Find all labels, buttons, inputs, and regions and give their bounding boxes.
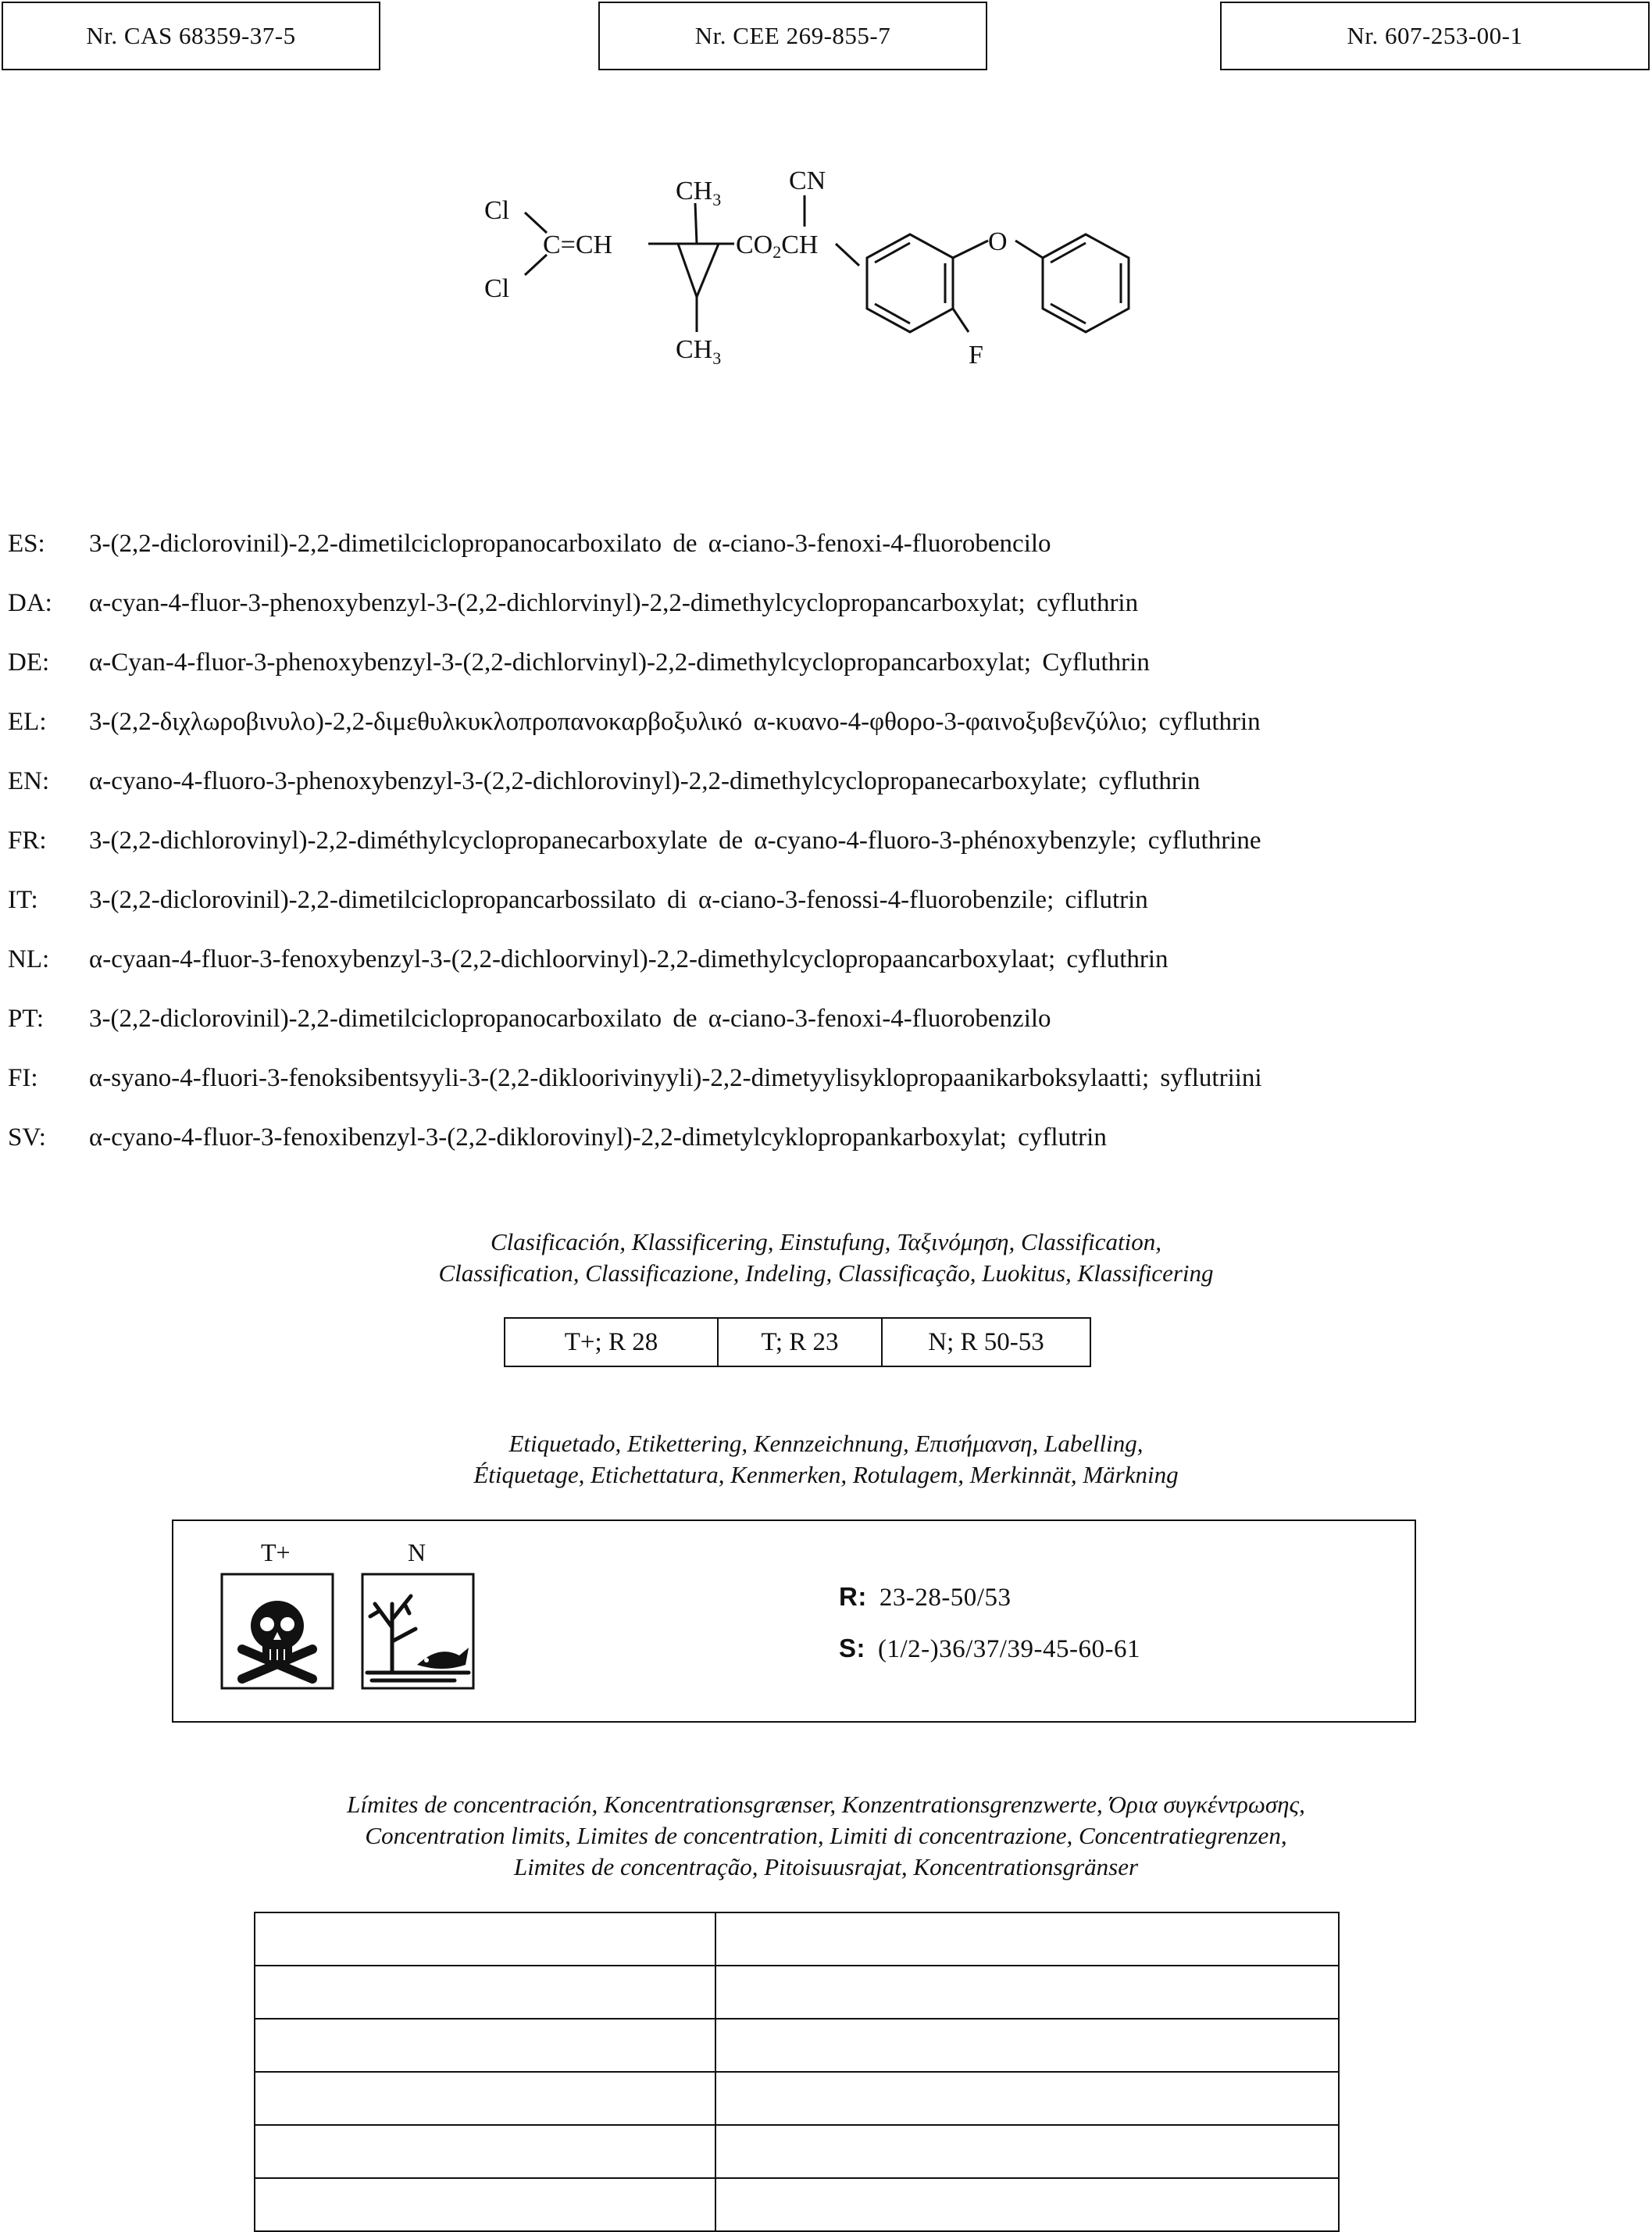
name-row-sv: [8, 1108, 1648, 1167]
index-number: Nr. 607-253-00-1: [1347, 22, 1523, 49]
name-row-el: [8, 692, 1648, 752]
cee-number-box: [598, 2, 987, 70]
labelling-heading: [0, 1428, 1652, 1491]
structural-formula: [469, 156, 1172, 391]
language-code: DE:: [8, 648, 50, 677]
classification-heading-line: Clasificación, Klassificering, Einstufung, Ταξινόμηση, Classification,: [490, 1228, 1162, 1255]
table-row: [255, 1912, 1339, 1966]
dead-tree-fish-icon: [361, 1573, 475, 1690]
chemical-names-list: [8, 514, 1648, 1167]
table-row: [255, 2178, 1339, 2231]
methyl-label-bottom: $CH_3$: [676, 335, 722, 368]
language-code: FI:: [8, 1063, 38, 1092]
chlorine-label-bottom: Cl: [484, 274, 510, 303]
safety-phrase-label: S:: [839, 1634, 865, 1662]
table-row: [255, 2019, 1339, 2072]
table-cell: [255, 2072, 715, 2125]
cas-number-box: [2, 2, 380, 70]
table-cell: [255, 2019, 715, 2072]
name-row-nl: [8, 930, 1648, 989]
language-code: EN:: [8, 766, 50, 795]
labelling-box: [172, 1520, 1416, 1723]
pictogram-letter-n: N: [408, 1538, 426, 1566]
ester-label: CO2CH: [736, 230, 819, 262]
language-code: IT:: [8, 885, 38, 914]
language-code: EL:: [8, 707, 47, 736]
chemical-name: α-syano-4-fluori-3-fenoksibentsyyli-3-(2,2-dikloorivinyyli)-2,2-dimetyylisyklopropaanikarboksylaatti; syflutriini: [89, 1063, 1262, 1092]
classification-cell: N; R 50-53: [882, 1318, 1090, 1366]
concentration-heading-line: Limites de concentração, Pitoisuusrajat, Koncentrationsgränser: [513, 1853, 1139, 1880]
fluorine-label: F: [969, 341, 983, 370]
cee-number: Nr. CEE 269-855-7: [694, 22, 891, 49]
name-row-fr: [8, 811, 1648, 870]
table-cell: [255, 1912, 715, 1966]
concentration-heading-line: Concentration limits, Limites de concentration, Limiti di concentrazione, Concentratiegrenzen,: [365, 1822, 1287, 1849]
table-row: [255, 1966, 1339, 2019]
concentration-limits-table: [254, 1912, 1340, 2232]
classification-table: [504, 1317, 1091, 1367]
chemical-name: α-cyano-4-fluor-3-fenoxibenzyl-3-(2,2-diklorovinyl)-2,2-dimetylcyklopropankarboxylat; cyflutrin: [89, 1123, 1107, 1152]
vinyl-label: C=CH: [543, 230, 613, 259]
cyano-label: CN: [789, 166, 826, 195]
labelling-heading-line: Étiquetage, Etichettatura, Kenmerken, Rotulagem, Merkinnät, Märkning: [473, 1461, 1179, 1488]
classification-heading: [0, 1227, 1652, 1289]
classification-row: [505, 1318, 1090, 1366]
skull-crossbones-icon: [220, 1573, 334, 1690]
name-row-de: [8, 633, 1648, 692]
chemical-name: α-cyaan-4-fluor-3-fenoxybenzyl-3-(2,2-dichloorvinyl)-2,2-dimethylcyclopropaancarboxylaat; cyfluthrin: [89, 945, 1169, 973]
chemical-name: 3-(2,2-διχλωροβινυλο)-2,2-διμεθυλκυκλοπροπανοκαρβοξυλικό α-κυανο-4-φθορο-3-φαινοξυβενζύλιο; cyfluthrin: [89, 707, 1261, 736]
oxygen-label: O: [988, 227, 1008, 256]
classification-heading-line: Classification, Classificazione, Indeling, Classificação, Luokitus, Klassificering: [438, 1259, 1214, 1287]
safety-phrase-value: (1/2-)36/37/39-45-60-61: [878, 1635, 1140, 1663]
name-row-es: [8, 514, 1648, 573]
table-cell: [255, 2178, 715, 2231]
chemical-name: α-cyano-4-fluoro-3-phenoxybenzyl-3-(2,2-dichlorovinyl)-2,2-dimethylcyclopropanecarboxylate; cyfluthrin: [89, 766, 1201, 795]
table-cell: [715, 2125, 1339, 2178]
chemical-name: 3-(2,2-dichlorovinyl)-2,2-diméthylcyclopropanecarboxylate de α-cyano-4-fluoro-3-phénoxybenzyle; cyfluthrine: [89, 826, 1261, 855]
table-cell: [715, 1966, 1339, 2019]
name-row-fi: [8, 1048, 1648, 1108]
methyl-label-top: $CH_3$: [676, 177, 722, 209]
pictogram-letter-tplus: T+: [261, 1538, 291, 1566]
concentration-heading-line: Límites de concentración, Koncentrationsgrænser, Konzentrationsgrenzwerte, Όρια συγκέντρωσης,: [347, 1791, 1305, 1818]
table-cell: [715, 2178, 1339, 2231]
risk-phrase-label: R:: [839, 1582, 867, 1611]
name-row-en: [8, 752, 1648, 811]
language-code: DA:: [8, 588, 52, 617]
language-code: PT:: [8, 1004, 45, 1033]
name-row-da: [8, 573, 1648, 633]
language-code: SV:: [8, 1123, 46, 1152]
chemical-name: α-cyan-4-fluor-3-phenoxybenzyl-3-(2,2-dichlorvinyl)-2,2-dimethylcyclopropancarboxylat; cyfluthrin: [89, 588, 1139, 617]
risk-phrases: [839, 1582, 1011, 1612]
language-code: ES:: [8, 529, 45, 558]
safety-phrases: [839, 1634, 1140, 1664]
table-cell: [715, 1912, 1339, 1966]
cas-number: Nr. CAS 68359-37-5: [86, 22, 296, 49]
chemical-name: 3-(2,2-diclorovinil)-2,2-dimetilciclopropanocarboxilato de α-ciano-3-fenoxi-4-fluorobenzilo: [89, 1004, 1051, 1033]
language-code: NL:: [8, 945, 50, 973]
table-cell: [255, 2125, 715, 2178]
table-row: [255, 2125, 1339, 2178]
language-code: FR:: [8, 826, 47, 855]
labelling-heading-line: Etiquetado, Etikettering, Kennzeichnung, Επισήμανση, Labelling,: [508, 1430, 1144, 1457]
name-row-it: [8, 870, 1648, 930]
chemical-name: 3-(2,2-diclorovinil)-2,2-dimetilciclopropancarbossilato di α-ciano-3-fenossi-4-fluorobenzile; ciflutrin: [89, 885, 1148, 914]
table-cell: [715, 2072, 1339, 2125]
classification-cell: T+; R 28: [505, 1318, 718, 1366]
chemical-name: α-Cyan-4-fluor-3-phenoxybenzyl-3-(2,2-dichlorvinyl)-2,2-dimethylcyclopropancarboxylat; Cyfluthrin: [89, 648, 1150, 677]
name-row-pt: [8, 989, 1648, 1048]
index-number-box: [1220, 2, 1650, 70]
table-cell: [255, 1966, 715, 2019]
classification-cell: T; R 23: [718, 1318, 882, 1366]
table-cell: [715, 2019, 1339, 2072]
chemical-name: 3-(2,2-diclorovinil)-2,2-dimetilciclopropanocarboxilato de α-ciano-3-fenoxi-4-fluorobencilo: [89, 529, 1051, 558]
risk-phrase-value: 23-28-50/53: [879, 1584, 1012, 1612]
table-row: [255, 2072, 1339, 2125]
chlorine-label-top: Cl: [484, 196, 510, 225]
concentration-limits-heading: [0, 1789, 1652, 1883]
